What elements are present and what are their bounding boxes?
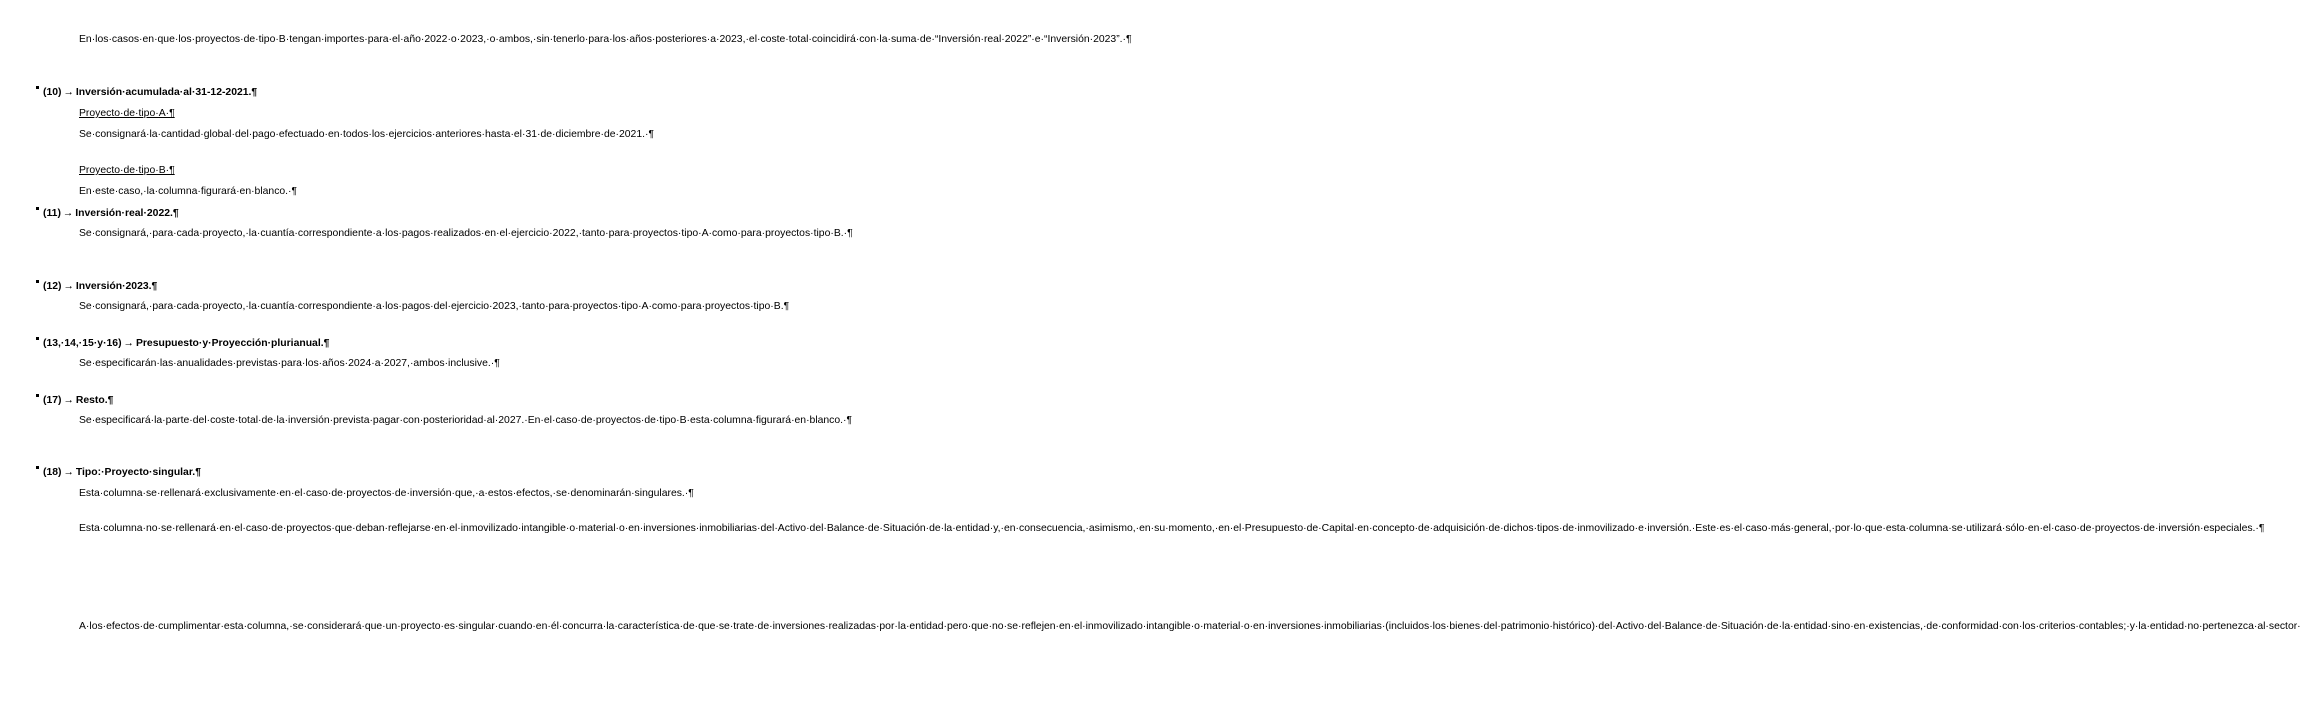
tab-arrow: → xyxy=(62,208,74,219)
tab-arrow: → xyxy=(63,87,74,98)
paragraph: En·este·caso,·la·columna·figurará·en·blanco.·¶ xyxy=(79,186,298,197)
paragraph: Se·especificarán·las·anualidades·previstas·para·los·años·2024·a·2027,·ambos·inclusive.·¶ xyxy=(79,358,500,369)
paragraph: Esta·columna·se·rellenará·exclusivamente·en·el·caso·de·proyectos·de·inversión·que,·a·estos·efectos,·se·denominarán·singulares.·¶ xyxy=(79,488,694,499)
bullet-marker xyxy=(36,466,39,469)
section-heading-17 xyxy=(36,393,113,408)
bullet-marker xyxy=(36,394,39,397)
section-number: (10) xyxy=(43,87,62,98)
paragraph: Se·consignará,·para·cada·proyecto,·la·cuantía·correspondiente·a·los·pagos·del·ejercicio·2023,·tanto·para·proyectos·tipo·A·como·para·proyectos·tipo·B.¶ xyxy=(79,301,790,312)
intro-paragraph: En·los·casos·en·que·los·proyectos·de·tipo·B·tengan·importes·para·el·año·2022·o·2023,·o·ambos,·sin·tenerlo·para·los·años·posteriores·a·2023,·el·coste·total·coincidirá·con·la·suma·de·“Inversión·real·2022”·e·“Inversión·2023”.·¶ xyxy=(79,34,1132,45)
section-number: (18) xyxy=(43,467,62,478)
section-heading-10 xyxy=(36,85,257,100)
bullet-marker xyxy=(36,86,39,89)
section-number: (11) xyxy=(43,208,61,219)
bullet-marker xyxy=(36,337,39,340)
section-heading-18 xyxy=(36,465,201,480)
section-heading-13-16 xyxy=(36,336,329,351)
section-heading-11 xyxy=(36,206,179,221)
paragraph: Se·especificará·la·parte·del·coste·total·de·la·inversión·prevista·pagar·con·posterioridad·al·2027.·En·el·caso·de·proyectos·de·tipo·B·esta·columna·figurará·en·blanco.·¶ xyxy=(79,415,853,426)
section-number: (17) xyxy=(43,395,62,406)
section-heading-12 xyxy=(36,279,157,294)
section-number: (12) xyxy=(43,281,62,292)
tab-arrow: → xyxy=(123,338,134,349)
paragraph: Esta·columna·no·se·rellenará·en·el·caso·de·proyectos·que·deban·reflejarse·en·el·inmovilizado·intangible·o·material·o·en·inversiones·inmobiliarias·del·Activo·del·Balance·de·Situación·de·la·entidad·y,·en·consecuencia,·asimismo,·en·su·momento,·en·el·Presupuesto·de·Capital·en·concepto·de·adquisición·de·dichos·tipos·de·inmovilizado·e·inversión.·Este·es·el·caso·más·general,·por·lo·que·esta·columna·se·utilizará·sólo·en·el·caso·de·proyectos·de·inversión·especiales.·¶ xyxy=(79,523,2265,534)
section-title: Inversión·real·2022.¶ xyxy=(75,208,179,219)
section-title: Tipo:·Proyecto·singular.¶ xyxy=(75,467,201,478)
paragraph: A·los·efectos·de·cumplimentar·esta·columna,·se·considerará·que·un·proyecto·es·singular·cuando·en·él·concurra·la·característica·de·que·se·trate·de·inversiones·realizadas·por·la·entidad·pero·que·no·se·reflejen·en·el·inmovilizado·intangible·o·material·o·en·inversiones·inmobiliarias·(incluidos·los·bienes·del·patrimonio·histórico)·del·Activo·del·Balance·de·Situación·de·la·entidad·sino·en·existencias,·de·conformidad·con·los·criterios·contables;·y·la·entidad·no·pertenezca·al·sector· xyxy=(79,621,2301,632)
paragraph: Se·consignará,·para·cada·proyecto,·la·cuantía·correspondiente·a·los·pagos·realizados·en·el·ejercicio·2022,·tanto·para·proyectos·tipo·A·como·para·proyectos·tipo·B.·¶ xyxy=(79,228,853,239)
subheading-tipo-a: Proyecto·de·tipo·A·¶ xyxy=(79,108,175,119)
section-title: Inversión·acumulada·al·31-12-2021.¶ xyxy=(75,87,258,98)
tab-arrow: → xyxy=(63,467,74,478)
section-title: Inversión·2023.¶ xyxy=(75,281,158,292)
paragraph: Se·consignará·la·cantidad·global·del·pago·efectuado·en·todos·los·ejercicios·anteriores·hasta·el·31·de·diciembre·de·2021.·¶ xyxy=(79,129,655,140)
bullet-marker xyxy=(36,207,39,210)
section-number: (13,·14,·15·y·16) xyxy=(43,338,122,349)
tab-arrow: → xyxy=(63,281,74,292)
bullet-marker xyxy=(36,280,39,283)
section-title: Presupuesto·y·Proyección·plurianual.¶ xyxy=(135,338,330,349)
section-title: Resto.¶ xyxy=(75,395,114,406)
tab-arrow: → xyxy=(63,395,74,406)
subheading-tipo-b: Proyecto·de·tipo·B·¶ xyxy=(79,165,175,176)
